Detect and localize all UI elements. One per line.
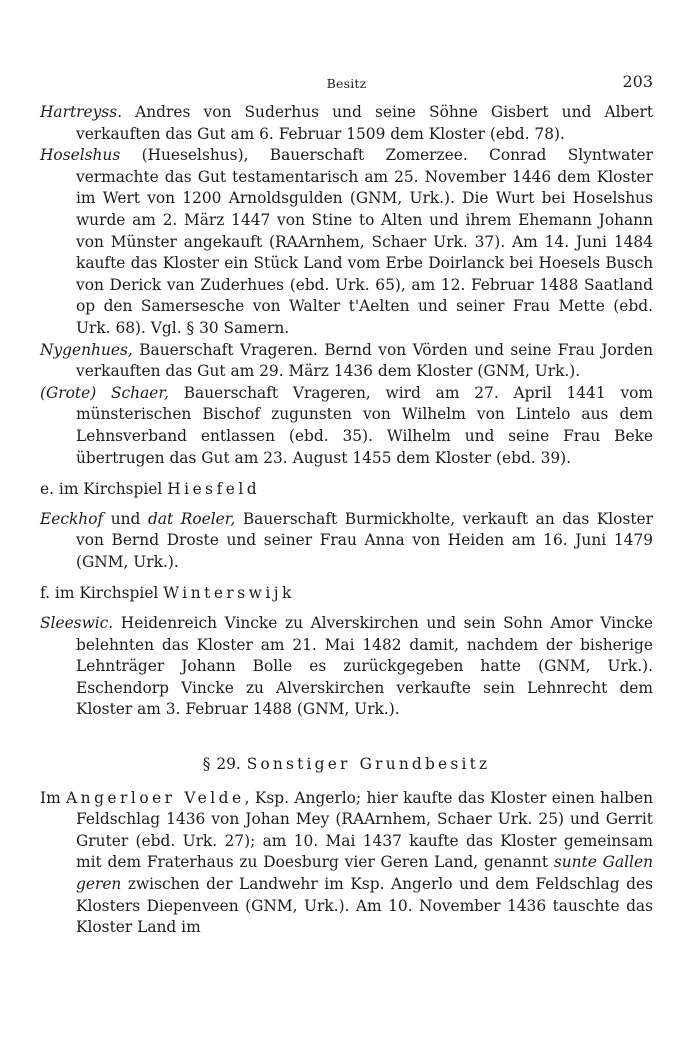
entry-eeckhof — [40, 509, 653, 574]
entry-body: Bauerschaft Vrageren, wird am 27. April 1441 vom münsterischen Bischof zugunsten von Wilhelm von Lintelo aus dem Lehnsverband entlassen (ebd. 35). Wilhelm und seine Frau Beke übertrugen das Gut am 23. August 1455 dem Kloster (ebd. 39). — [76, 383, 653, 467]
entry-term: Nygenhues, — [40, 340, 133, 359]
entry-term: dat Roeler, — [147, 509, 236, 528]
section-number: § 29. — [202, 755, 241, 774]
page-number: 203 — [622, 72, 653, 91]
book-page — [40, 70, 653, 939]
entry-angerloer-velde — [40, 788, 653, 939]
subheading-prefix: e. im Kirchspiel — [40, 480, 168, 499]
entry-connector: und — [103, 509, 148, 528]
entry-nygenhues — [40, 340, 653, 383]
entry-term: (Grote) Schaer, — [40, 383, 169, 402]
entry-body: , Ksp. Angerlo; hier kaufte das Kloster einen halben Feldschlag 1436 von Johan Mey (RAArnhem, Schaer Urk. 25) und Gerrit Gruter (ebd. Urk. 27); am 10. Mai 1437 kaufte das Kloster gemeinsam mit dem Fraterhaus zu Doesburg vier Geren Land, genannt — [76, 788, 653, 872]
entry-sleeswic — [40, 613, 653, 721]
entry-term: Eeckhof — [40, 509, 104, 528]
subheading-e — [40, 479, 653, 501]
entry-body: Bauerschaft Vrageren. Bernd von Vörden und seine Frau Jorden verkauften das Gut am 29. März 1436 dem Kloster (GNM, Urk.). — [76, 340, 653, 381]
entry-hoselshus — [40, 145, 653, 339]
entry-body: Andres von Suderhus und seine Söhne Gisbert und Albert verkauften das Gut am 6. Februar 1509 dem Kloster (ebd. 78). — [76, 103, 653, 143]
running-title: Besitz — [326, 76, 367, 91]
body-text — [40, 102, 653, 939]
entry-lead: Im — [40, 788, 67, 807]
entry-place: Angerloer Velde — [66, 788, 245, 807]
subheading-f — [40, 583, 653, 605]
entry-body: Bauerschaft Burmickholte, verkauft an das Kloster von Bernd Droste und seiner Frau Anna von Heiden am 16. Juni 1479 (GNM, Urk.). — [76, 509, 654, 571]
entry-body: (Hueselshus), Bauerschaft Zomerzee. Conrad Slyntwater vermachte das Gut testamentarisch am 25. November 1446 dem Kloster im Wert von 1200 Arnoldsgulden (GNM, Urk.). Die Wurt bei Hoselshus wurde am 2. März 1447 von Stine to Alten und ihrem Ehemann Johann von Münster angekauft (RAArnhem, Schaer Urk. 37). Am 14. Juni 1484 kaufte das Kloster ein Stück Land vom Erbe Doirlanck bei Hoesels Busch von Derick van Zuderhues (ebd. Urk. 65), am 12. Februar 1488 Saatland op den Samersesche von Walter t'Aelten und seiner Frau Mette (ebd. Urk. 68). Vgl. § 30 Samern. — [76, 146, 653, 337]
subheading-prefix: f. im Kirchspiel — [40, 584, 164, 603]
section-heading — [40, 754, 653, 776]
entry-hartreyss — [40, 102, 653, 145]
subheading-place: Hiesfeld — [167, 480, 261, 499]
entry-term: Sleeswic. — [40, 614, 114, 633]
entry-term: Hoselshus — [40, 146, 121, 165]
entry-term: Hartreyss. — [40, 103, 122, 121]
section-title: Sonstiger Grundbesitz — [246, 755, 491, 774]
entry-term: sunte Gallen geren — [76, 853, 653, 893]
page-header — [40, 70, 653, 98]
entry-body-cont: zwischen der Landwehr im Ksp. Angerlo und dem Feldschlag des Klosters Diepenveen (GNM, Urk.). Am 10. November 1436 tauschte das Kloster Land im — [76, 875, 653, 937]
subheading-place: Winterswijk — [163, 584, 295, 603]
entry-grote-schaer — [40, 383, 653, 469]
entry-body: Heidenreich Vincke zu Alverskirchen und sein Sohn Amor Vincke belehnten das Kloster am 21. Mai 1482 damit, nachdem der bisherige Lehnträger Johann Bolle es zurückgegeben hatte (GNM, Urk.). Eschendorp Vincke zu Alverskirchen verkaufte sein Lehnrecht dem Kloster am 3. Februar 1488 (GNM, Urk.). — [76, 614, 653, 719]
